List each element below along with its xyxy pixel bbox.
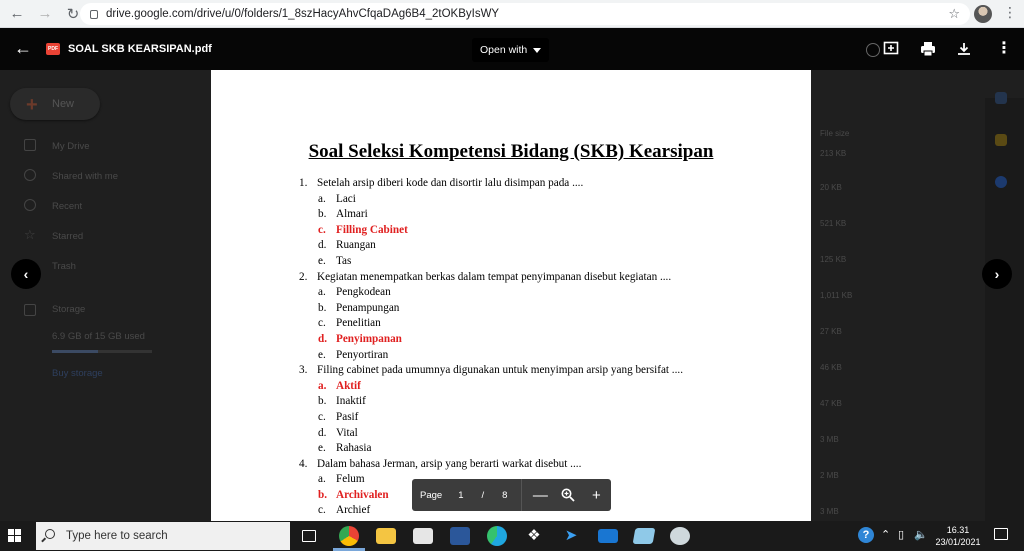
option-letter: b.	[318, 301, 327, 314]
option-letter: d.	[318, 332, 328, 345]
option-text: Penampungan	[336, 301, 400, 314]
total-pages: 8	[502, 489, 508, 501]
notification-icon[interactable]	[994, 528, 1008, 540]
file-size-cell: 20 KB	[820, 183, 842, 192]
file-size-cell: 3 MB	[820, 507, 839, 516]
search-icon	[45, 529, 55, 539]
option-letter: c.	[318, 317, 326, 330]
option-letter: e.	[318, 442, 326, 455]
address-bar[interactable]	[80, 3, 970, 25]
print-icon[interactable]	[920, 41, 936, 61]
option-letter: e.	[318, 348, 326, 361]
side-panel	[985, 98, 1024, 548]
pdf-page	[211, 70, 811, 521]
question-list	[299, 176, 779, 519]
bookmark-star-icon[interactable]: ☆	[948, 6, 960, 21]
browser-toolbar	[0, 0, 1024, 28]
edge-icon[interactable]	[487, 526, 507, 546]
option-letter: b.	[318, 208, 327, 221]
file-name: SOAL SKB KEARSIPAN.pdf	[68, 43, 212, 55]
visual-studio-icon[interactable]: ➤	[564, 527, 578, 544]
clock-date: 23/01/2021	[935, 537, 981, 547]
page-label: Page	[420, 489, 443, 501]
tasks-icon	[995, 176, 1007, 188]
next-file-button[interactable]: ›	[982, 259, 1012, 289]
option	[299, 238, 779, 254]
question-text: Setelah arsip diberi kode dan disortir lalu disimpan pada ....	[317, 177, 584, 189]
back-arrow-icon[interactable]: ←	[14, 38, 32, 58]
word-icon[interactable]	[450, 527, 470, 545]
correct-option	[299, 379, 779, 395]
file-size-header: File size	[820, 129, 850, 138]
battery-icon[interactable]: ▯	[898, 529, 905, 541]
taskbar-search-placeholder: Type here to search	[66, 530, 168, 542]
file-size-cell: 3 MB	[820, 435, 839, 444]
option-letter: e.	[318, 254, 326, 267]
option-text: Rahasia	[336, 442, 372, 455]
clock-time: 16.31	[946, 525, 970, 535]
chrome-icon[interactable]	[339, 526, 359, 546]
chevron-down-icon	[533, 48, 541, 53]
calendar-icon	[995, 92, 1007, 104]
keep-icon	[995, 134, 1007, 146]
option	[299, 316, 779, 332]
correct-option	[299, 332, 779, 348]
download-icon[interactable]	[956, 41, 972, 61]
viewer-toolbar	[0, 28, 1024, 70]
option-text: Vital	[336, 426, 358, 439]
question-text: Kegiatan menempatkan berkas dalam tempat penyimpanan disebut kegiatan ....	[317, 270, 672, 283]
option-letter: a.	[318, 473, 326, 486]
kebab-menu-icon[interactable]: ⋮	[1003, 4, 1017, 20]
pdf-file-icon: PDF	[46, 43, 60, 55]
option	[299, 426, 779, 442]
question-2	[299, 270, 779, 286]
more-options-icon[interactable]: ⋮	[996, 40, 1012, 57]
option-text: Almari	[336, 208, 368, 221]
question-1	[299, 176, 779, 192]
plus-icon: +	[26, 94, 38, 116]
question-number: 4.	[299, 457, 308, 470]
sidebar-item-trash: Trash	[52, 261, 76, 272]
shared-icon	[24, 169, 36, 181]
file-size-cell: 46 KB	[820, 363, 842, 372]
file-size-cell: 2 MB	[820, 471, 839, 480]
option-letter: a.	[318, 192, 326, 205]
new-button-label: New	[52, 98, 75, 110]
clock-icon	[24, 199, 36, 211]
sidebar-item-recent: Recent	[52, 201, 83, 212]
profile-avatar[interactable]	[974, 5, 992, 23]
option-letter: a.	[318, 379, 327, 392]
sidebar-item-shared: Shared with me	[52, 171, 119, 182]
option-letter: c.	[318, 223, 326, 236]
question-number: 1.	[299, 177, 308, 189]
new-button	[10, 88, 100, 120]
option-text: Ruangan	[336, 239, 376, 252]
taskbar-clock[interactable]	[934, 524, 982, 548]
option-text: Inaktif	[336, 395, 366, 408]
storage-icon	[24, 304, 36, 316]
store-icon[interactable]	[413, 528, 433, 544]
zoom-icon[interactable]	[554, 479, 582, 511]
help-tray-icon[interactable]: ?	[858, 527, 874, 543]
url-text: drive.google.com/drive/u/0/folders/1_8szHacyAhvCfqaDAg6B4_2tOKByIsWY	[106, 8, 500, 20]
volume-icon[interactable]: 🔈	[914, 529, 928, 541]
option-text: Penelitian	[336, 317, 381, 330]
option-text: Pengkodean	[336, 286, 391, 299]
storage-label: Storage	[52, 304, 86, 315]
toolbar-divider	[521, 479, 522, 511]
dropbox-icon[interactable]: ❖	[527, 527, 541, 544]
option-text: Laci	[336, 192, 356, 205]
notepad-icon[interactable]	[633, 528, 656, 544]
option-letter: a.	[318, 286, 326, 299]
file-size-cell: 125 KB	[820, 255, 847, 264]
file-size-cell: 47 KB	[820, 399, 842, 408]
page-zoom-toolbar	[412, 479, 611, 511]
storage-fill	[52, 350, 98, 353]
mail-icon[interactable]	[598, 529, 618, 543]
option-letter: c.	[318, 504, 326, 517]
option	[299, 207, 779, 223]
option-text: Felum	[336, 473, 365, 486]
zoom-in-icon[interactable]: +	[592, 486, 601, 504]
windows-start-icon[interactable]	[8, 529, 22, 543]
windows-taskbar	[0, 521, 1024, 551]
question-text: Filing cabinet pada umumnya digunakan untuk menyimpan arsip yang bersifat ....	[317, 364, 683, 377]
option-text: Archief	[336, 504, 371, 517]
chevron-up-icon[interactable]: ⌃	[881, 529, 891, 541]
option	[299, 285, 779, 301]
option-letter: d.	[318, 426, 327, 439]
option-text: Penyimpanan	[336, 332, 402, 345]
option-text: Archivalen	[336, 488, 389, 501]
reload-icon[interactable]: ↻	[66, 5, 80, 23]
question-text: Dalam bahasa Jerman, arsip yang berarti warkat disebut ....	[317, 457, 582, 470]
task-view-icon[interactable]	[302, 530, 316, 542]
option	[299, 348, 779, 364]
question-number: 3.	[299, 364, 308, 377]
option	[299, 394, 779, 410]
option-text: Pasif	[336, 410, 359, 423]
add-comment-icon[interactable]	[883, 41, 899, 61]
my-drive-icon	[24, 139, 36, 151]
page-separator: /	[481, 489, 485, 501]
paint-icon[interactable]	[670, 527, 690, 545]
file-size-cell: 27 KB	[820, 327, 842, 336]
option-text: Tas	[336, 254, 352, 267]
storage-bar	[52, 350, 152, 353]
file-size-cell: 521 KB	[820, 219, 847, 228]
storage-used-text: 6.9 GB of 15 GB used	[52, 331, 145, 342]
taskbar-search-box[interactable]	[36, 522, 290, 550]
option-letter: c.	[318, 410, 326, 423]
option-letter: b.	[318, 395, 327, 408]
correct-option	[299, 223, 779, 239]
option	[299, 254, 779, 270]
forward-arrow-icon[interactable]: →	[37, 5, 53, 22]
question-number: 2.	[299, 270, 308, 283]
open-with-label: Open with	[480, 44, 528, 56]
option-text: Penyortiran	[336, 348, 389, 361]
option-letter: b.	[318, 488, 328, 501]
sidebar-item-my-drive: My Drive	[52, 141, 90, 152]
file-size-cell: 1,011 KB	[820, 291, 853, 300]
buy-storage-link: Buy storage	[52, 368, 103, 379]
option	[299, 441, 779, 457]
option-letter: d.	[318, 239, 327, 252]
option	[299, 192, 779, 208]
option	[299, 410, 779, 426]
open-with-button[interactable]	[472, 38, 549, 62]
document-title: Soal Seleksi Kompetensi Bidang (SKB) Kearsipan	[308, 141, 714, 162]
lock-icon	[90, 10, 98, 19]
option-text: Aktif	[336, 379, 361, 392]
star-icon: ☆	[24, 227, 36, 242]
current-page[interactable]: 1	[458, 489, 464, 501]
help-icon	[866, 43, 880, 57]
back-arrow-icon[interactable]: ←	[9, 5, 25, 22]
zoom-out-icon[interactable]: —	[532, 486, 548, 504]
question-3	[299, 363, 779, 379]
file-size-cell: 213 KB	[820, 149, 847, 158]
sidebar-item-starred: Starred	[52, 231, 84, 242]
previous-file-button[interactable]: ‹	[11, 259, 41, 289]
option-text: Filling Cabinet	[336, 223, 408, 236]
question-4	[299, 457, 779, 473]
file-explorer-icon[interactable]	[376, 528, 396, 544]
option	[299, 301, 779, 317]
